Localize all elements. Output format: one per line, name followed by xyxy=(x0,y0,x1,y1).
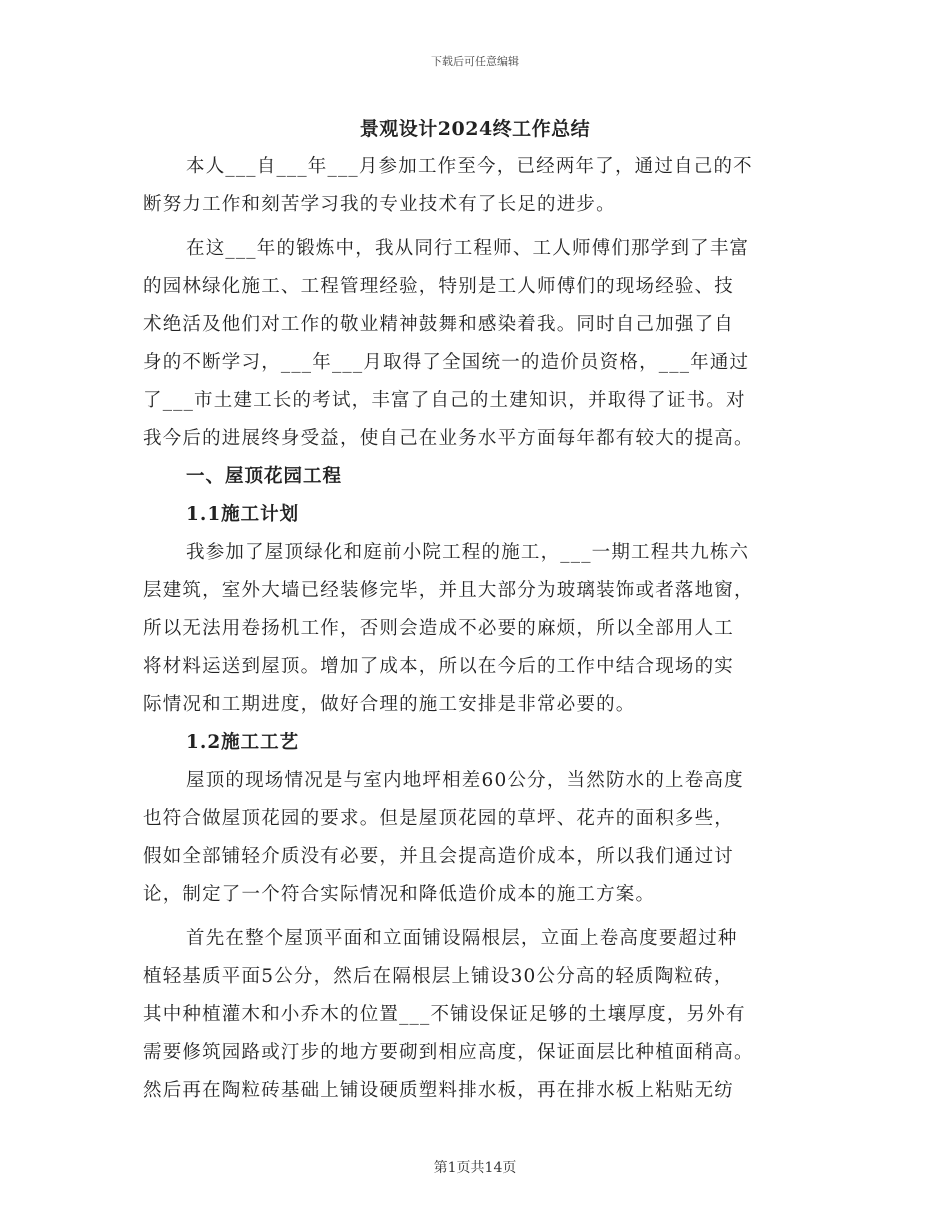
section-heading: 1.1施工计划 xyxy=(186,504,300,525)
section-heading: 1.2施工工艺 xyxy=(186,732,300,753)
body-line: 需要修筑园路或汀步的地方要砌到相应高度，保证面层比种植面稍高。 xyxy=(143,1042,754,1063)
page-header: 下载后可任意编辑 xyxy=(431,55,519,68)
body-line: 首先在整个屋顶平面和立面铺设隔根层，立面上卷高度要超过种 xyxy=(186,928,738,949)
page-footer: 第1页共14页 xyxy=(433,1160,517,1176)
body-line: 也符合做屋顶花园的要求。但是屋顶花园的草坪、花卉的面积多些， xyxy=(143,808,735,829)
body-line: 我参加了屋顶绿化和庭前小院工程的施工，___一期工程共九栋六 xyxy=(186,542,750,563)
body-line: 术绝活及他们对工作的敬业精神鼓舞和感染着我。同时自己加强了自 xyxy=(143,314,735,335)
body-line: 际情况和工期进度，做好合理的施工安排是非常必要的。 xyxy=(143,694,636,715)
body-line: 所以无法用卷扬机工作，否则会造成不必要的麻烦，所以全部用人工 xyxy=(143,618,735,639)
body-line: 身的不断学习，___年___月取得了全国统一的造价员资格，___年通过 xyxy=(143,352,750,373)
body-line: 其中种植灌木和小乔木的位置___不铺设保证足够的土壤厚度，另外有 xyxy=(143,1004,746,1025)
body-line: 本人___自___年___月参加工作至今，已经两年了，通过自己的不 xyxy=(186,156,753,177)
body-line: 植轻基质平面5公分，然后在隔根层上铺设30公分高的轻质陶粒砖， xyxy=(143,966,734,987)
body-line: 假如全部铺轻介质没有必要，并且会提高造价成本，所以我们通过讨 xyxy=(143,846,735,867)
body-line: 层建筑，室外大墙已经装修完毕，并且大部分为玻璃装饰或者落地窗， xyxy=(143,580,754,601)
body-line: 了___市土建工长的考试，丰富了自己的土建知识，并取得了证书。对 xyxy=(143,390,746,411)
document-title: 景观设计2024终工作总结 xyxy=(359,118,591,140)
body-line: 在这___年的锻炼中，我从同行工程师、工人师傅们那学到了丰富 xyxy=(186,238,750,259)
section-heading: 一、屋顶花园工程 xyxy=(186,466,343,487)
body-line: 断努力工作和刻苦学习我的专业技术有了长足的进步。 xyxy=(143,194,616,215)
body-line: 将材料运送到屋顶。增加了成本，所以在今后的工作中结合现场的实 xyxy=(143,656,735,677)
body-line: 的园林绿化施工、工程管理经验，特别是工人师傅们的现场经验、技 xyxy=(143,276,735,297)
body-line: 屋顶的现场情况是与室内地坪相差60公分，当然防水的上卷高度 xyxy=(186,770,744,791)
body-line: 论，制定了一个符合实际情况和降低造价成本的施工方案。 xyxy=(143,884,656,905)
document-body xyxy=(143,148,811,1110)
body-line: 然后再在陶粒砖基础上铺设硬质塑料排水板，再在排水板上粘贴无纺 xyxy=(143,1080,735,1101)
body-line: 我今后的进展终身受益，使自己在业务水平方面每年都有较大的提高。 xyxy=(143,428,754,449)
